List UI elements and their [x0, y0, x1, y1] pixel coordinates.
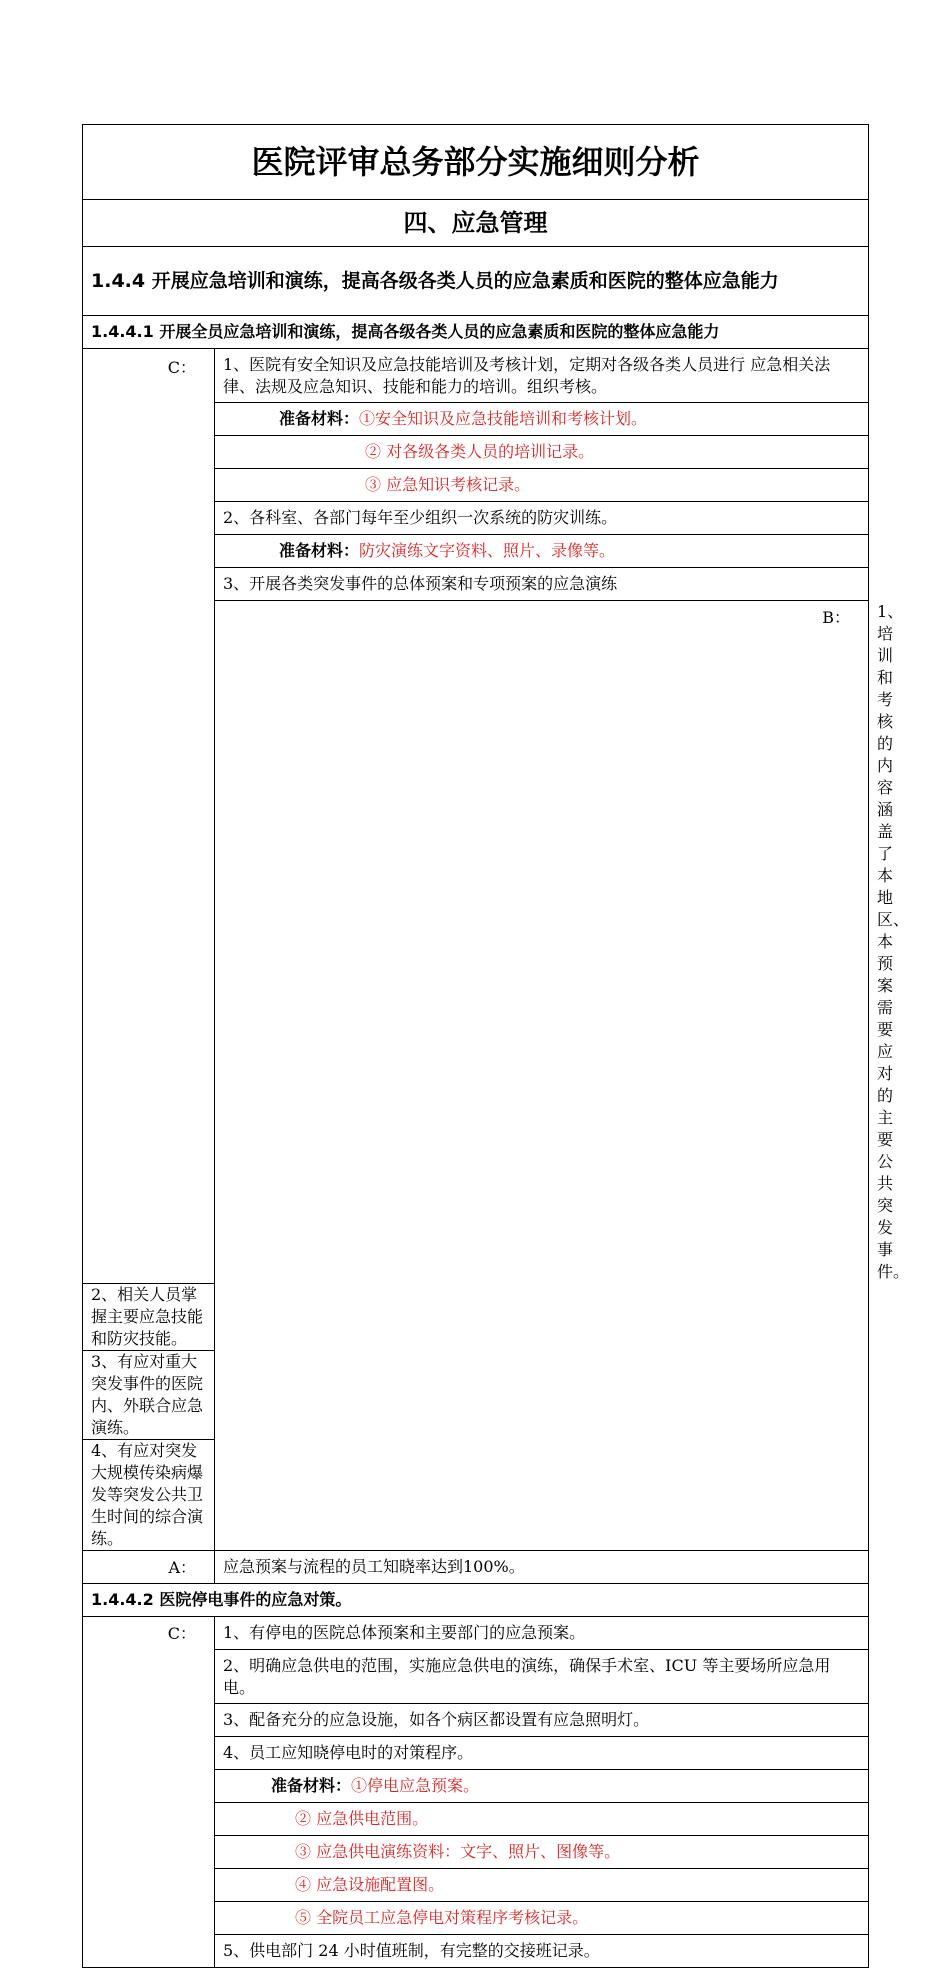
material-label: 准备材料： — [279, 409, 360, 428]
document-title: 医院评审总务部分实施细则分析 — [83, 125, 869, 200]
s1-c3-text: 3、开展各类突发事件的总体预案和专项预案的应急演练 — [215, 568, 869, 601]
material-label: 准备材料： — [271, 1776, 352, 1795]
level-c-label-2: C： — [83, 1617, 215, 1968]
s2-c5-text: 5、供电部门 24 小时值班制，有完整的交接班记录。 — [215, 1935, 869, 1968]
s2-c2-text: 2、明确应急供电的范围，实施应急供电的演练，确保手术室、ICU 等主要场所应急用电。 — [215, 1650, 869, 1704]
heading-1-4-4-1: 1.4.4.1 开展全员应急培训和演练，提高各级各类人员的应急素质和医院的整体应急能力 — [83, 316, 869, 349]
s2-c1-text: 1、有停电的医院总体预案和主要部门的应急预案。 — [215, 1617, 869, 1650]
s2-c4-text: 4、员工应知晓停电时的对策程序。 — [215, 1737, 869, 1770]
s1-b3-text: 3、有应对重大突发事件的医院内、外联合应急演练。 — [83, 1351, 215, 1440]
s1-b2-text: 2、相关人员掌握主要应急技能和防灾技能。 — [83, 1284, 215, 1351]
s2-c4-material-3: ③ 应急供电演练资料：文字、照片、图像等。 — [215, 1836, 869, 1869]
assessment-table: 医院评审总务部分实施细则分析 四、应急管理 1.4.4 开展应急培训和演练，提高各级各类人员的应急素质和医院的整体应急能力 1.4.4.1 开展全员应急培训和演练，提高各级各类人员的应急素质和医院的整体应急能力 C： 1、医院有安全知识及应急技能培训及考核计划，定期对各级各类人员进行 应急相关法律、法规及应急知识、技能和能力的培训。组织考核。 准备材料：①安全知识及应急技能培训和考核计划。 ② 对各级各类人员的培训记录。 ③ 应急知识考核记录。 2、各科室、各部门每年至少组织一次系统的防灾训练。 准备材料：防灾演练文字资料、照片、录像等。 3、开展各类突发事件的总体预案和专项预案的应急演练 B： 1、培训和考核的内容涵盖了本地区、本预案需要应对的主要公共突发事件。 2、相关人员掌握主要应急技能和防灾技能。 3、有应对重大突发事件的医院内、外联合应急演练。 4、有应对突发大规模传染病爆发等突发公共卫生时间的综合演练。 A： 应急预案与流程的员工知晓率达到100%。 1.4.4.2 医院停电事件的应急对策。 C： 1、有停电的医院总体预案和主要部门的应急预案。 2、明确应急供电的范围，实施应急供电的演练，确保手术室、ICU 等主要场所应急用电。 3、配备充分的应急设施，如各个病区都设置有应急照明灯。 4、员工应知晓停电时的对策程序。 准备材料：①停电应急预案。 ② 应急供电范围。 ③ 应急供电演练资料：文字、照片、图像等。 ④ 应急设施配置图。 ⑤ 全院员工应急停电对策程序考核记录。 5、供电部门 24 小时值班制，有完整的交接班记录。 — [82, 124, 869, 1968]
section-heading: 四、应急管理 — [83, 200, 869, 247]
s2-c4-material-5: ⑤ 全院员工应急停电对策程序考核记录。 — [215, 1902, 869, 1935]
s2-c4-material-2: ② 应急供电范围。 — [215, 1803, 869, 1836]
s1-b4-text: 4、有应对突发大规模传染病爆发等突发公共卫生时间的综合演练。 — [83, 1440, 215, 1551]
s2-c4-material-4: ④ 应急设施配置图。 — [215, 1869, 869, 1902]
level-c-label: C： — [83, 349, 215, 1284]
level-a-label: A： — [83, 1551, 215, 1584]
s1-c2-material: 准备材料：防灾演练文字资料、照片、录像等。 — [215, 535, 869, 568]
s1-c2-text: 2、各科室、各部门每年至少组织一次系统的防灾训练。 — [215, 502, 869, 535]
heading-1-4-4: 1.4.4 开展应急培训和演练，提高各级各类人员的应急素质和医院的整体应急能力 — [83, 247, 869, 316]
s2-c4-material-1: 准备材料：①停电应急预案。 — [215, 1770, 869, 1803]
heading-1-4-4-2: 1.4.4.2 医院停电事件的应急对策。 — [83, 1584, 869, 1617]
s1-c1-material-2: ② 对各级各类人员的培训记录。 — [215, 436, 869, 469]
s1-c1-material-1: 准备材料：①安全知识及应急技能培训和考核计划。 — [215, 403, 869, 436]
level-b-label: B： — [215, 601, 869, 1551]
s1-c1-material-3: ③ 应急知识考核记录。 — [215, 469, 869, 502]
s1-a1-text: 应急预案与流程的员工知晓率达到100%。 — [215, 1551, 869, 1584]
material-label: 准备材料： — [279, 541, 360, 560]
s1-c1-text: 1、医院有安全知识及应急技能培训及考核计划，定期对各级各类人员进行 应急相关法律、法规及应急知识、技能和能力的培训。组织考核。 — [215, 349, 869, 403]
s2-c3-text: 3、配备充分的应急设施，如各个病区都设置有应急照明灯。 — [215, 1704, 869, 1737]
